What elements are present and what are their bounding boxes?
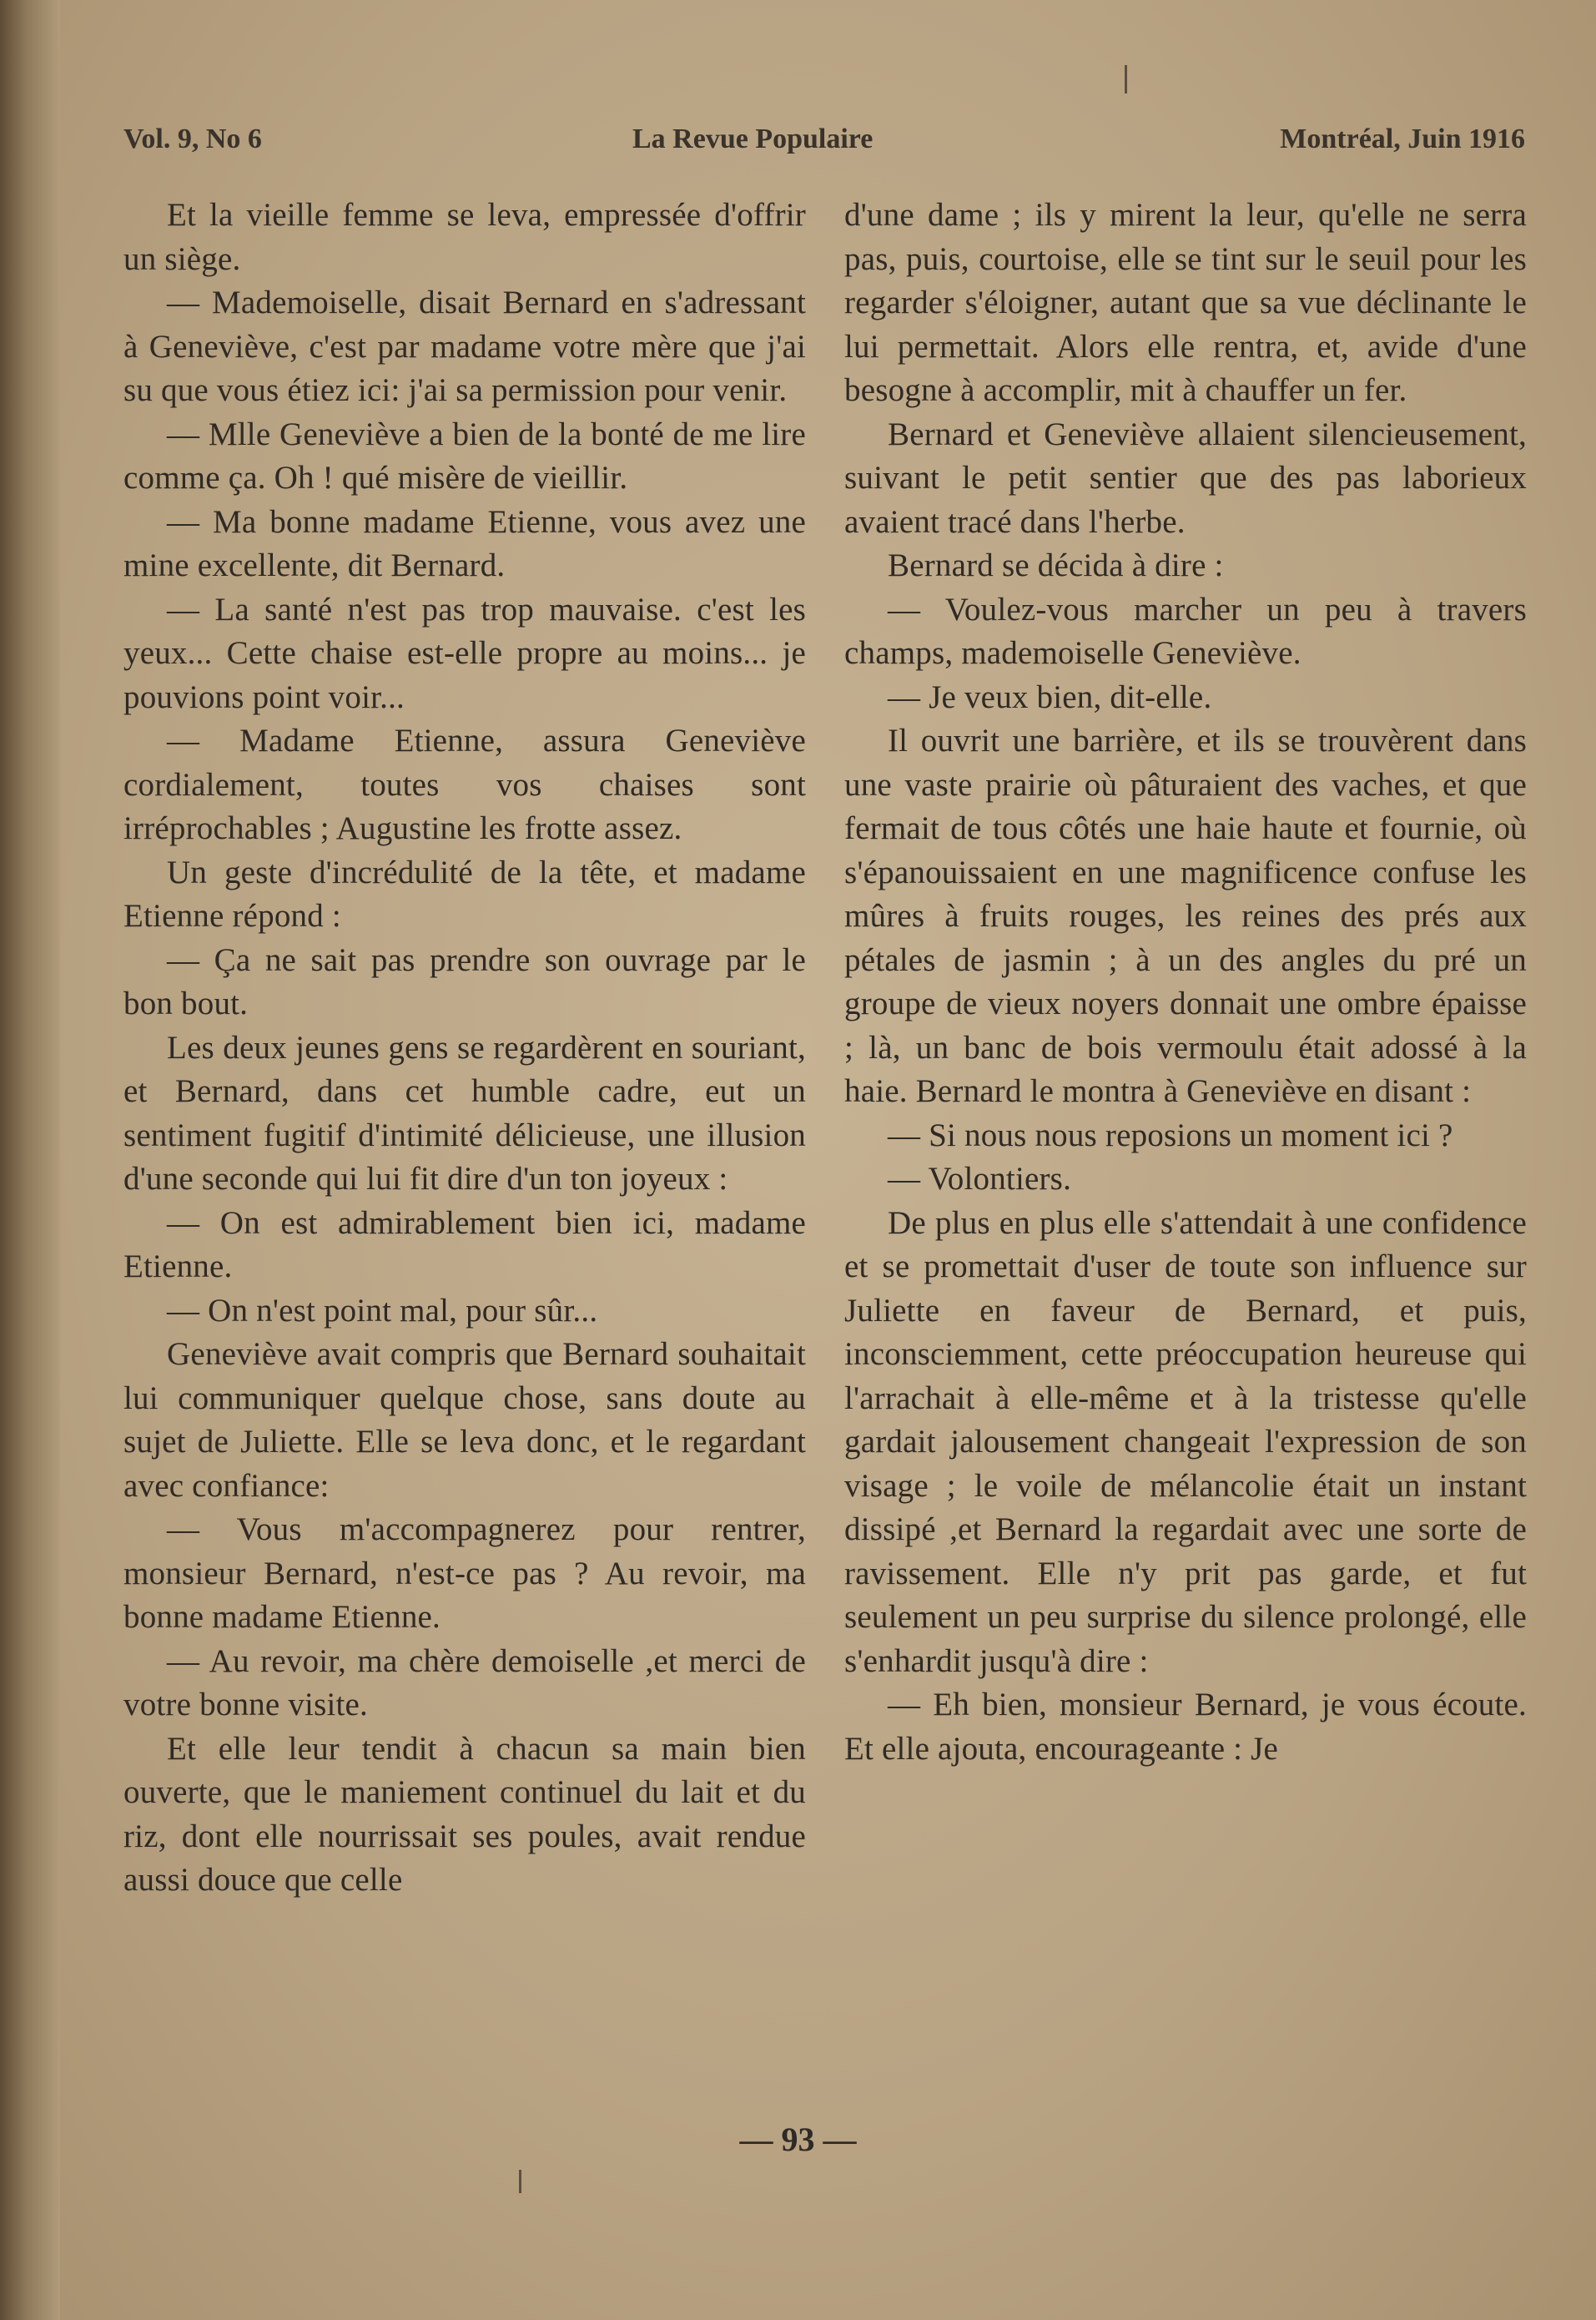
paragraph: Et la vieille femme se leva, empressée d'offrir un siège. bbox=[123, 197, 806, 277]
paragraph: — Voulez-vous marcher un peu à travers champs, mademoiselle Geneviève. bbox=[844, 591, 1527, 671]
paragraph: Les deux jeunes gens se regardèrent en souriant, et Bernard, dans cet humble cadre, eut un sentiment fugitif d'intimité délicieuse, une illusion d'une seconde qui lui fit dire d'un ton joyeux : bbox=[123, 1029, 806, 1197]
paragraph: d'une dame ; ils y mirent la leur, qu'elle ne serra pas, puis, courtoise, elle se tint sur le seuil pour les regarder s'éloigner, autant que sa vue déclinante le lui permettait. Alors elle rentra, et, avide d'une besogne à accomplir, mit à chauffer un fer. bbox=[844, 197, 1527, 408]
paragraph: Bernard se décida à dire : bbox=[888, 547, 1224, 583]
paper-speck bbox=[1125, 65, 1127, 93]
paragraph: — Si nous nous reposions un moment ici ? bbox=[888, 1117, 1453, 1153]
paragraph: Bernard et Geneviève allaient silencieusement, suivant le petit sentier que des pas laborieux avaient tracé dans l'herbe. bbox=[844, 416, 1527, 540]
right-column bbox=[844, 194, 1527, 1771]
paragraph: — Je veux bien, dit-elle. bbox=[888, 678, 1212, 715]
paragraph: — Volontiers. bbox=[888, 1161, 1072, 1197]
paragraph: Geneviève avait compris que Bernard souhaitait lui communiquer quelque chose, sans doute au sujet de Juliette. Elle se leva donc, et le regardant avec confiance: bbox=[123, 1336, 806, 1504]
paragraph: — Madame Etienne, assura Geneviève cordialement, toutes vos chaises sont irréprochables ; Augustine les frotte assez. bbox=[123, 723, 806, 846]
paragraph: — Mademoiselle, disait Bernard en s'adressant à Geneviève, c'est par madame votre mère que j'ai su que vous étiez ici: j'ai sa permission pour venir. bbox=[123, 285, 806, 408]
paragraph: — Au revoir, ma chère demoiselle ,et merci de votre bonne visite. bbox=[123, 1642, 806, 1722]
paragraph: Et elle leur tendit à chacun sa main bien ouverte, que le maniement continuel du lait et du riz, dont elle nourrissait ses poules, avait rendue aussi douce que celle bbox=[123, 1730, 806, 1898]
paragraph: Un geste d'incrédulité de la tête, et madame Etienne répond : bbox=[123, 854, 806, 934]
paragraph: — Mlle Geneviève a bien de la bonté de me lire comme ça. Oh ! qué misère de vieillir. bbox=[123, 416, 806, 496]
paragraph: — Vous m'accompagnerez pour rentrer, monsieur Bernard, n'est-ce pas ? Au revoir, ma bonne madame Etienne. bbox=[123, 1511, 806, 1635]
paragraph: Il ouvrit une barrière, et ils se trouvèrent dans une vaste prairie où pâturaient des vaches, et que fermait de tous côtés une haie haute et fournie, où s'épanouissaient en une magnificence confuse les mûres à fruits rouges, les reines des prés aux pétales de jasmin ; à un des angles du pré un groupe de vieux noyers donnait une ombre épaisse ; là, un banc de bois vermoulu était adossé à la haie. Bernard le montra à Geneviève en disant : bbox=[844, 723, 1527, 1109]
paragraph: — On est admirablement bien ici, madame Etienne. bbox=[123, 1204, 806, 1284]
page-number: — 93 — bbox=[739, 2121, 857, 2158]
publication-title: La Revue Populaire bbox=[632, 124, 874, 154]
paragraph: — On n'est point mal, pour sûr... bbox=[167, 1292, 598, 1329]
paragraph: — Ma bonne madame Etienne, vous avez une mine excellente, dit Bernard. bbox=[123, 503, 806, 583]
paragraph: — Ça ne sait pas prendre son ouvrage par le bon bout. bbox=[123, 941, 806, 1021]
issue-date: Montréal, Juin 1916 bbox=[1280, 124, 1525, 154]
binding-gutter bbox=[0, 0, 60, 2320]
paragraph: — Eh bien, monsieur Bernard, je vous écoute. Et elle ajouta, encourageante : Je bbox=[844, 1687, 1527, 1767]
paragraph: — La santé n'est pas trop mauvaise. c'est les yeux... Cette chaise est-elle propre au moins... je pouvions point voir... bbox=[123, 591, 806, 715]
left-column bbox=[123, 194, 806, 1903]
volume-label: Vol. 9, No 6 bbox=[123, 124, 262, 154]
running-header bbox=[123, 124, 1525, 165]
paper-speck bbox=[519, 2170, 521, 2193]
paragraph: De plus en plus elle s'attendait à une confidence et se promettait d'user de toute son influence sur Juliette en faveur de Bernard, et puis, inconsciemment, cette préoccupation heureuse qui l'arrachait à elle-même et à la tristesse qu'elle gardait jalousement changeait l'expression de son visage ; le voile de mélancolie était un instant dissipé ,et Bernard la regardait avec une sorte de ravissement. Elle n'y prit pas garde, et fut seulement un peu surprise du silence prolongé, elle s'enhardit jusqu'à dire : bbox=[844, 1204, 1527, 1679]
